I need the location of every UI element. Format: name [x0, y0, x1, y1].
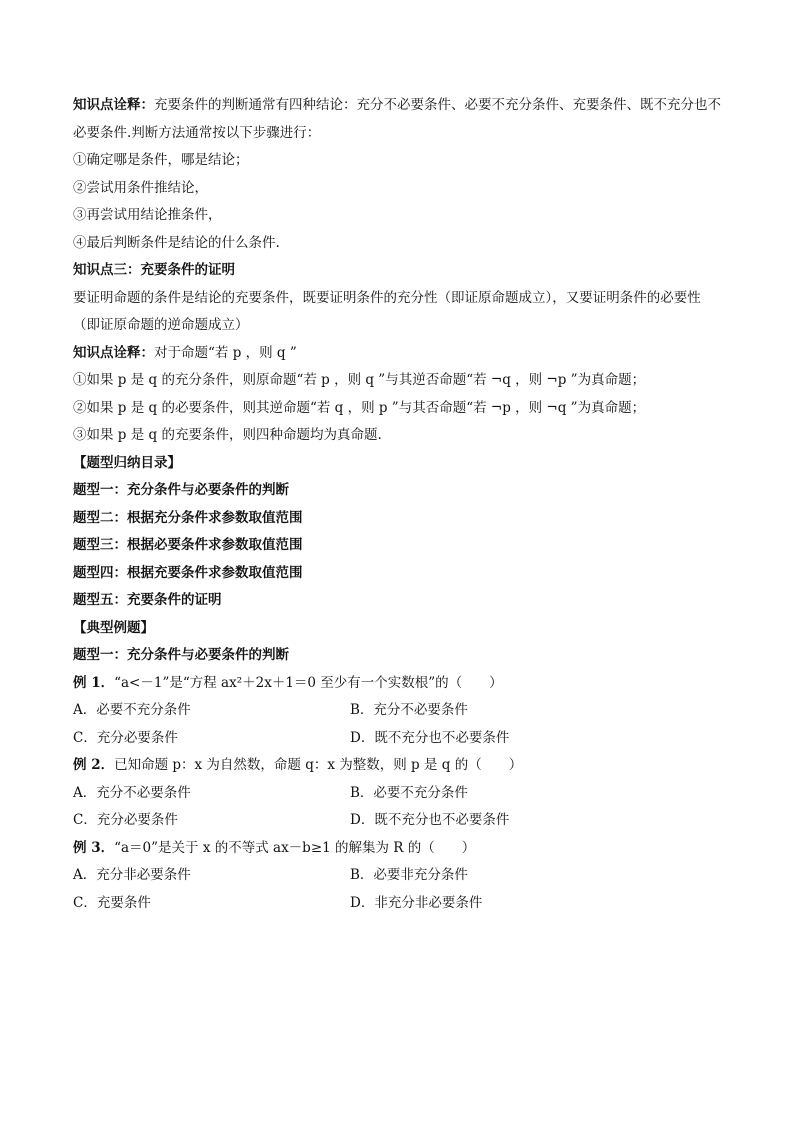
question-text: 已知命题 p：x 为自然数，命题 q：x 为整数，则 p 是 q 的（ ） — [114, 757, 523, 773]
knowledge-explanation-1 — [73, 92, 723, 147]
explanation-label: 知识点诠释： — [73, 344, 154, 361]
example-label: 例 2． — [73, 757, 115, 773]
choice-b: B．必要非充分条件 — [350, 867, 468, 883]
choice-row — [73, 807, 723, 835]
example-label: 例 1． — [73, 674, 115, 691]
rule-3: ③如果 p 是 q 的充要条件，则四种命题均为真命题. — [73, 427, 382, 443]
step-3: ③再尝试用结论推条件， — [73, 207, 222, 223]
choice-d: D．非充分非必要条件 — [350, 894, 483, 911]
explanation-text: 对于命题“若 p ，则 q ” — [154, 344, 297, 361]
choice-c: C．充分必要条件 — [73, 729, 178, 746]
toc-item: 题型二：根据充分条件求参数取值范围 — [73, 509, 303, 526]
explanation-label: 知识点诠释： — [73, 97, 154, 113]
choice-b: B．充分不必要条件 — [350, 702, 468, 718]
step-2: ②尝试用条件推结论， — [73, 179, 208, 196]
rule-2: ②如果 p 是 q 的必要条件，则其逆命题“若 q ，则 p ”与其否命题“若 ¬p ，则 ¬q ”为真命题； — [73, 399, 646, 416]
choice-a: A．充分非必要条件 — [73, 867, 191, 883]
question-text: “a＝0”是关于 x 的不等式 ax－b≥1 的解集为 R 的（ ） — [114, 839, 476, 856]
toc-item: 题型三：根据必要条件求参数取值范围 — [73, 537, 303, 553]
type-1-heading: 题型一：充分条件与必要条件的判断 — [73, 647, 289, 663]
step-1: ①确定哪是条件，哪是结论； — [73, 152, 249, 168]
choice-d: D．既不充分也不必要条件 — [350, 729, 510, 746]
choice-b: B．必要不充分条件 — [350, 784, 468, 801]
explanation-text: 充要条件的判断通常有四种结论：充分不必要条件、必要不充分条件、充要条件、既不充分也不必要条件.判断方法通常按以下步骤进行： — [73, 97, 721, 141]
choice-row — [73, 862, 723, 890]
toc-item: 题型四：根据充要条件求参数取值范围 — [73, 564, 303, 581]
choice-row — [73, 780, 723, 808]
toc-item: 题型一：充分条件与必要条件的判断 — [73, 482, 289, 498]
knowledge-point-3-text: 要证明命题的条件是结论的充要条件，既要证明条件的充分性（即证原命题成立），又要证明条件的必要性（即证原命题的逆命题成立） — [73, 289, 701, 333]
knowledge-point-3-heading: 知识点三：充要条件的证明 — [73, 262, 235, 278]
choice-c: C．充分必要条件 — [73, 812, 178, 828]
example-question — [73, 752, 723, 780]
choice-d: D．既不充分也不必要条件 — [350, 812, 510, 828]
step-4: ④最后判断条件是结论的什么条件. — [73, 234, 280, 251]
toc-item: 题型五：充要条件的证明 — [73, 592, 222, 608]
example-question — [73, 835, 723, 863]
choice-row — [73, 725, 723, 753]
knowledge-explanation-2 — [73, 340, 723, 368]
question-text: “a<－1”是“方程 ax²＋2x＋1＝0 至少有一个实数根”的（ ） — [114, 674, 503, 691]
rule-1: ①如果 p 是 q 的充分条件，则原命题“若 p ，则 q ”与其逆否命题“若 ¬q ，则 ¬p ”为真命题； — [73, 372, 646, 388]
choice-row — [73, 890, 723, 918]
examples-heading: 【典型例题】 — [73, 619, 154, 636]
example-label: 例 3． — [73, 839, 115, 856]
choice-row — [73, 697, 723, 725]
choice-a: A．必要不充分条件 — [73, 702, 191, 718]
choice-a: A．充分不必要条件 — [73, 784, 191, 801]
example-question — [73, 670, 723, 698]
choice-c: C．充要条件 — [73, 894, 151, 911]
toc-heading: 【题型归纳目录】 — [73, 454, 181, 471]
document-page — [73, 92, 723, 917]
